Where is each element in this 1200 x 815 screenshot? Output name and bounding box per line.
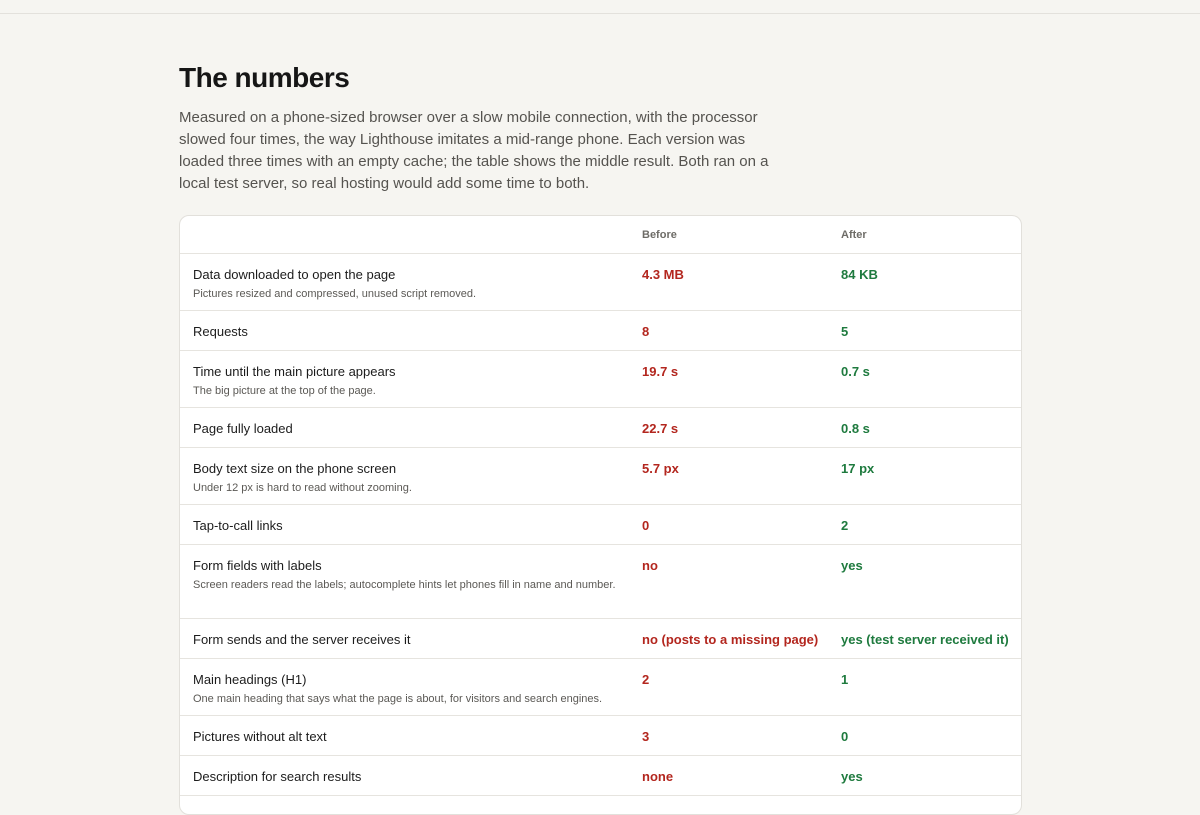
table-header-row	[180, 216, 1021, 254]
row-note: Pictures resized and compressed, unused script removed.	[193, 288, 477, 300]
table-row	[180, 619, 1021, 659]
after-value: 5	[841, 324, 849, 339]
row-label: Body text size on the phone screen	[193, 461, 397, 476]
before-value: 5.7 px	[642, 461, 679, 476]
top-divider	[0, 13, 1200, 14]
after-value: 0.8 s	[841, 421, 870, 436]
section-intro: Measured on a phone-sized browser over a slow mobile connection, with the processor slowed four times, the way Lighthouse imitates a mid-range phone. Each version was loaded three times with an empty cache; the table shows the middle result. Both ran on a local test server, so real hosting would add some time to both.	[179, 109, 769, 192]
before-value: 3	[642, 729, 650, 744]
row-label: Tap-to-call links	[193, 518, 283, 533]
after-value: 84 KB	[841, 267, 878, 282]
row-label: Description for search results	[193, 769, 362, 784]
table-row	[180, 448, 1021, 505]
table-row	[180, 659, 1021, 716]
row-label: Form sends and the server receives it	[193, 632, 411, 647]
before-value: 19.7 s	[642, 364, 679, 379]
row-note: Under 12 px is hard to read without zooming.	[193, 482, 412, 494]
comparison-table	[179, 215, 1022, 815]
row-label: Time until the main picture appears	[193, 364, 396, 379]
before-value: 4.3 MB	[642, 267, 684, 282]
before-value: 2	[642, 672, 650, 687]
after-value: yes	[841, 769, 863, 784]
table-row	[180, 545, 1021, 619]
before-value: no (posts to a missing page)	[642, 632, 819, 647]
after-value: yes (test server received it)	[841, 632, 1009, 647]
table-row	[180, 756, 1021, 796]
row-note: The big picture at the top of the page.	[193, 385, 376, 397]
row-label: Requests	[193, 324, 248, 339]
table-row	[180, 311, 1021, 351]
before-value: 8	[642, 324, 650, 339]
table-row	[180, 254, 1021, 311]
after-value: 0.7 s	[841, 364, 870, 379]
after-value: yes	[841, 558, 863, 573]
table-row	[180, 351, 1021, 408]
before-value: no	[642, 558, 658, 573]
row-label: Data downloaded to open the page	[193, 267, 396, 282]
before-value: 0	[642, 518, 650, 533]
table-row	[180, 716, 1021, 756]
header-after: After	[841, 229, 867, 241]
row-label: Main headings (H1)	[193, 672, 307, 687]
before-value: 22.7 s	[642, 421, 679, 436]
after-value: 2	[841, 518, 849, 533]
section-title: The numbers	[179, 62, 350, 93]
after-value: 1	[841, 672, 849, 687]
table-row	[180, 408, 1021, 448]
table-row	[180, 505, 1021, 545]
row-note: Screen readers read the labels; autocomplete hints let phones fill in name and number.	[193, 579, 616, 591]
row-note: One main heading that says what the page is about, for visitors and search engines.	[193, 693, 603, 705]
row-label: Form fields with labels	[193, 558, 322, 573]
after-value: 17 px	[841, 461, 875, 476]
after-value: 0	[841, 729, 849, 744]
header-before: Before	[642, 229, 677, 241]
row-label: Page fully loaded	[193, 421, 293, 436]
before-value: none	[642, 769, 674, 784]
row-label: Pictures without alt text	[193, 729, 327, 744]
